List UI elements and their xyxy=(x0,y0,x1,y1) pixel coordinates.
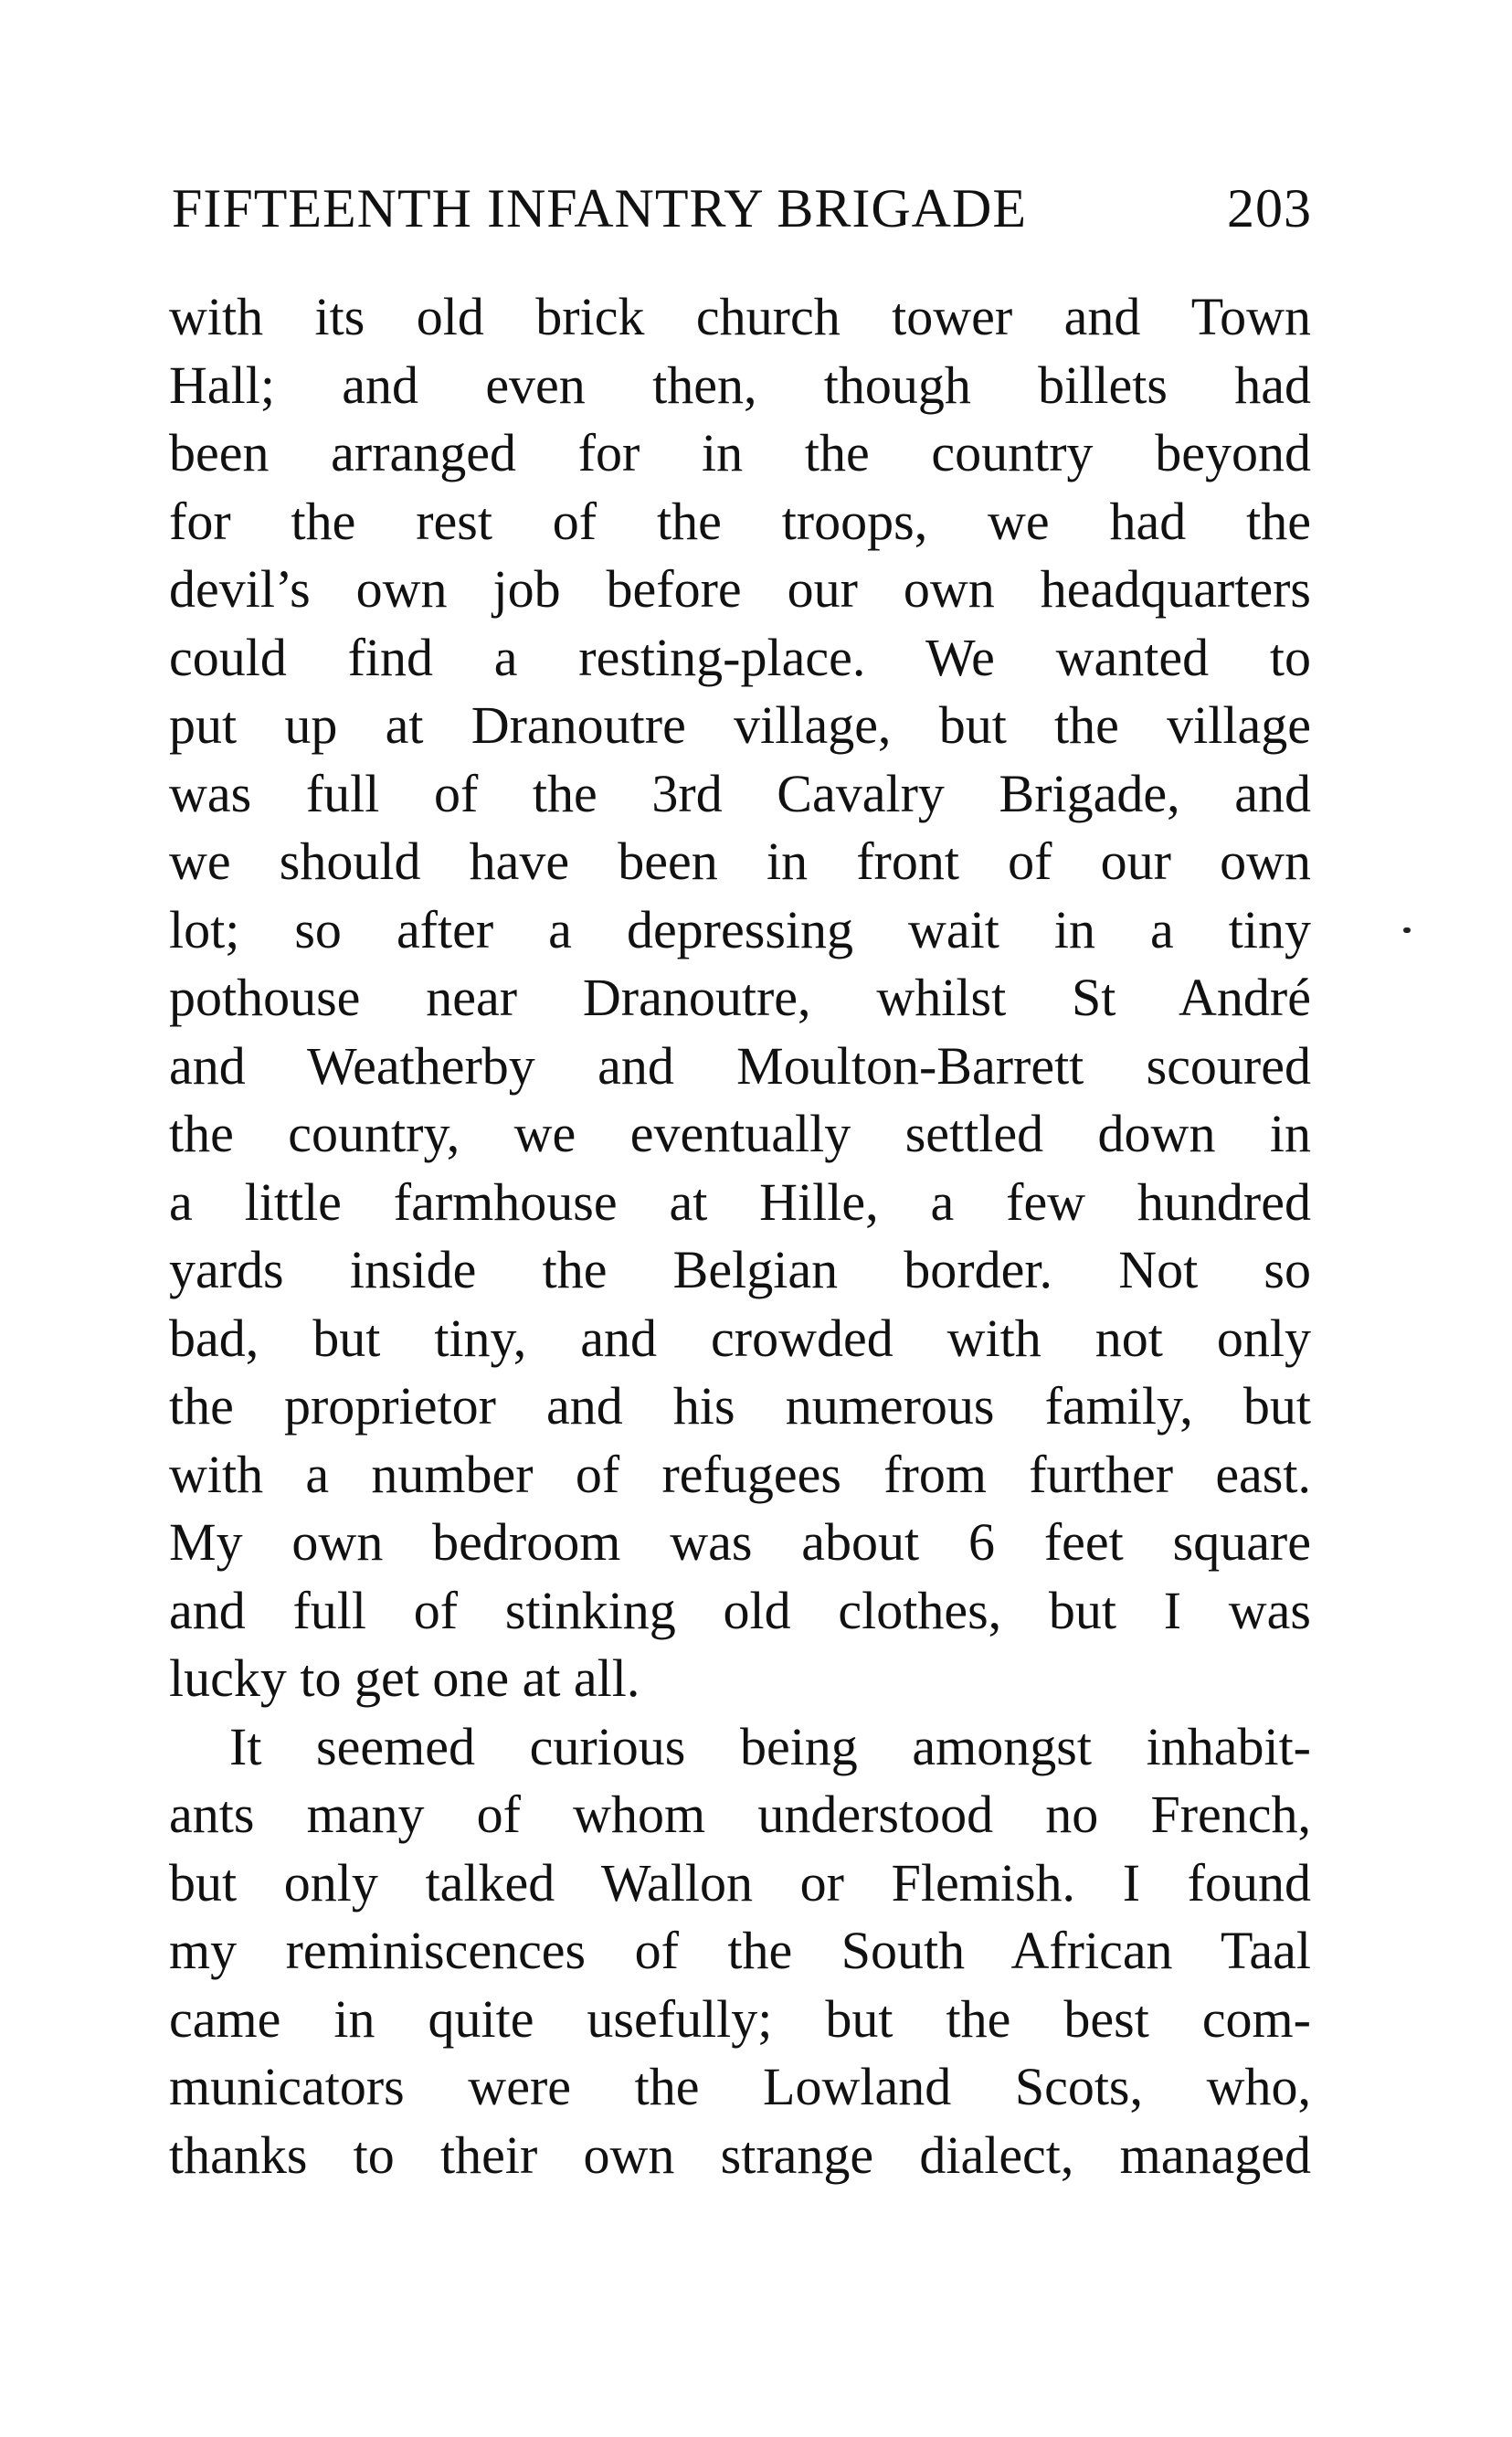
text-line: Hall; and even then, though billets had xyxy=(169,355,1311,415)
text-line: was full of the 3rd Cavalry Brigade, and xyxy=(169,763,1311,823)
text-line: pothouse near Dranoutre, whilst St André xyxy=(169,968,1311,1027)
paragraph-start-line: It seemed curious being amongst inhabit- xyxy=(229,1716,1311,1776)
text-line: but only talked Wallon or Flemish. I found xyxy=(169,1852,1311,1913)
text-line: a little farmhouse at Hille, a few hundred xyxy=(169,1171,1311,1232)
text-line: devil’s own job before our own headquarters xyxy=(169,559,1311,619)
text-line: put up at Dranoutre village, but the village xyxy=(169,695,1311,755)
text-line: for the rest of the troops, we had the xyxy=(169,491,1311,551)
ink-speck xyxy=(1403,927,1411,933)
page-header xyxy=(172,172,1312,245)
text-line: thanks to their own strange dialect, managed xyxy=(169,2124,1311,2185)
text-line: lot; so after a depressing wait in a tiny xyxy=(169,899,1311,959)
text-line: been arranged for in the country beyond xyxy=(169,423,1311,482)
page-number: 203 xyxy=(1227,178,1312,238)
text-line: with a number of refugees from further east. xyxy=(169,1444,1311,1504)
text-line: with its old brick church tower and Town xyxy=(169,287,1311,346)
running-title: FIFTEENTH INFANTRY BRIGADE xyxy=(172,178,1027,238)
text-line: and full of stinking old clothes, but I was xyxy=(169,1580,1311,1640)
text-line: yards inside the Belgian border. Not so xyxy=(169,1240,1311,1299)
text-line: the proprietor and his numerous family, but xyxy=(169,1376,1311,1436)
text-line: ants many of whom understood no French, xyxy=(169,1785,1311,1844)
text-line: we should have been in front of our own xyxy=(169,832,1311,891)
text-line: could find a resting-place. We wanted to xyxy=(169,627,1311,687)
text-line: the country, we eventually settled down in xyxy=(169,1104,1311,1163)
text-line: bad, but tiny, and crowded with not only xyxy=(169,1308,1311,1368)
paragraph-end-line: lucky to get one at all. xyxy=(169,1648,640,1708)
text-line: and Weatherby and Moulton-Barrett scoured xyxy=(169,1035,1311,1096)
text-line: came in quite usefully; but the best com- xyxy=(169,1988,1311,2049)
text-line: My own bedroom was about 6 feet square xyxy=(169,1512,1311,1572)
body-text xyxy=(169,283,1311,2189)
text-line: my reminiscences of the South African Taal xyxy=(169,1921,1311,1980)
text-line: municators were the Lowland Scots, who, xyxy=(169,2057,1311,2116)
